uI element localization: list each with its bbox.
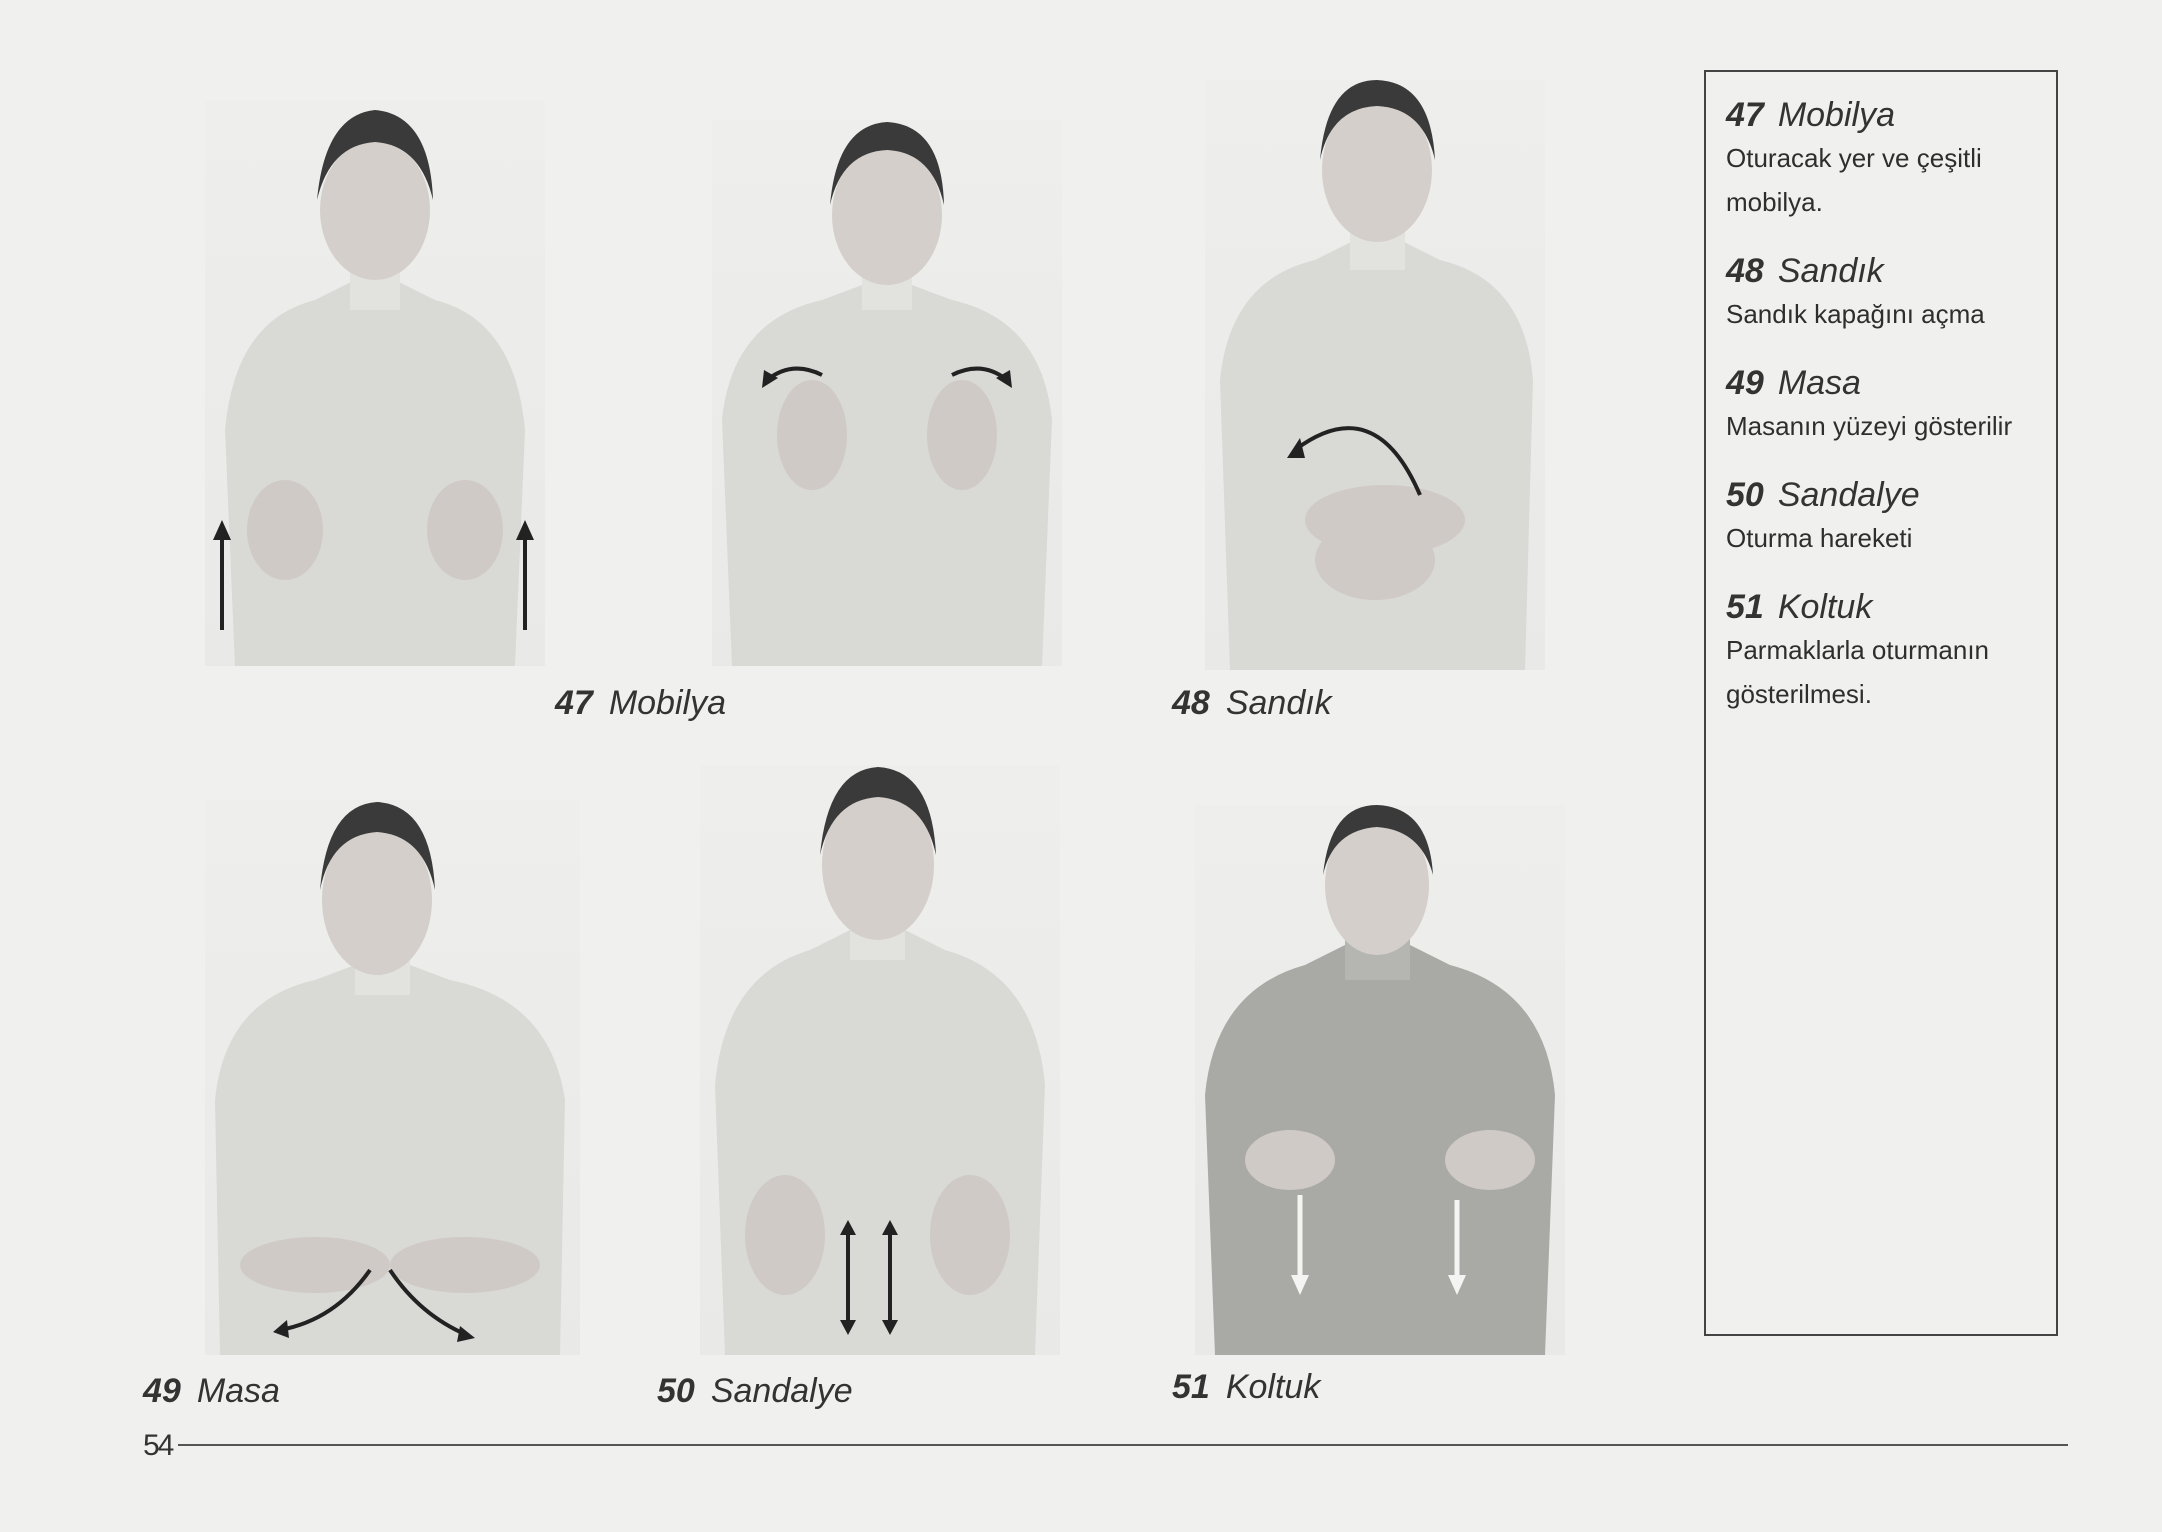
photo-caption-sandalye: 50 Sandalye: [657, 1372, 853, 1410]
entry-description: Sandık kapağını açma: [1726, 299, 1985, 329]
entry-description: Oturma hareketi: [1726, 523, 1913, 553]
photo-caption-sandik: 48 Sandık: [1172, 684, 1332, 722]
entry-description: Parmaklarla oturmanın gösterilmesi.: [1726, 635, 1989, 709]
footer-rule: [178, 1444, 2068, 1446]
entry-description: Masanın yüzeyi gösterilir: [1726, 411, 2013, 441]
sign-photo-masa: [205, 800, 580, 1355]
description-box: [1704, 70, 2058, 1336]
description-entry: [1726, 362, 2056, 448]
photo-caption-mobilya: 47 Mobilya: [555, 684, 726, 722]
entry-title: 48 Sandık: [1726, 252, 1884, 290]
sign-photo-sandik-open: [712, 120, 1062, 666]
entry-description: Oturacak yer ve çeşitli mobilya.: [1726, 143, 1982, 217]
entry-title: 51 Koltuk: [1726, 588, 1873, 626]
description-entry: [1726, 250, 2056, 336]
entry-title: 49 Masa: [1726, 364, 1861, 402]
entry-title: 47 Mobilya: [1726, 96, 1895, 134]
sign-photo-mobilya: [205, 100, 545, 666]
sign-photo-sandik: [1205, 80, 1545, 670]
entry-title: 50 Sandalye: [1726, 476, 1920, 514]
description-entry: [1726, 94, 2056, 224]
description-entry: [1726, 474, 2056, 560]
page-number: 54: [143, 1429, 173, 1462]
sign-photo-koltuk: [1195, 805, 1565, 1355]
photo-caption-koltuk: 51 Koltuk: [1172, 1368, 1321, 1406]
photo-caption-masa: 49 Masa: [143, 1372, 280, 1410]
description-entry: [1726, 586, 2056, 716]
sign-photo-sandalye: [700, 765, 1060, 1355]
